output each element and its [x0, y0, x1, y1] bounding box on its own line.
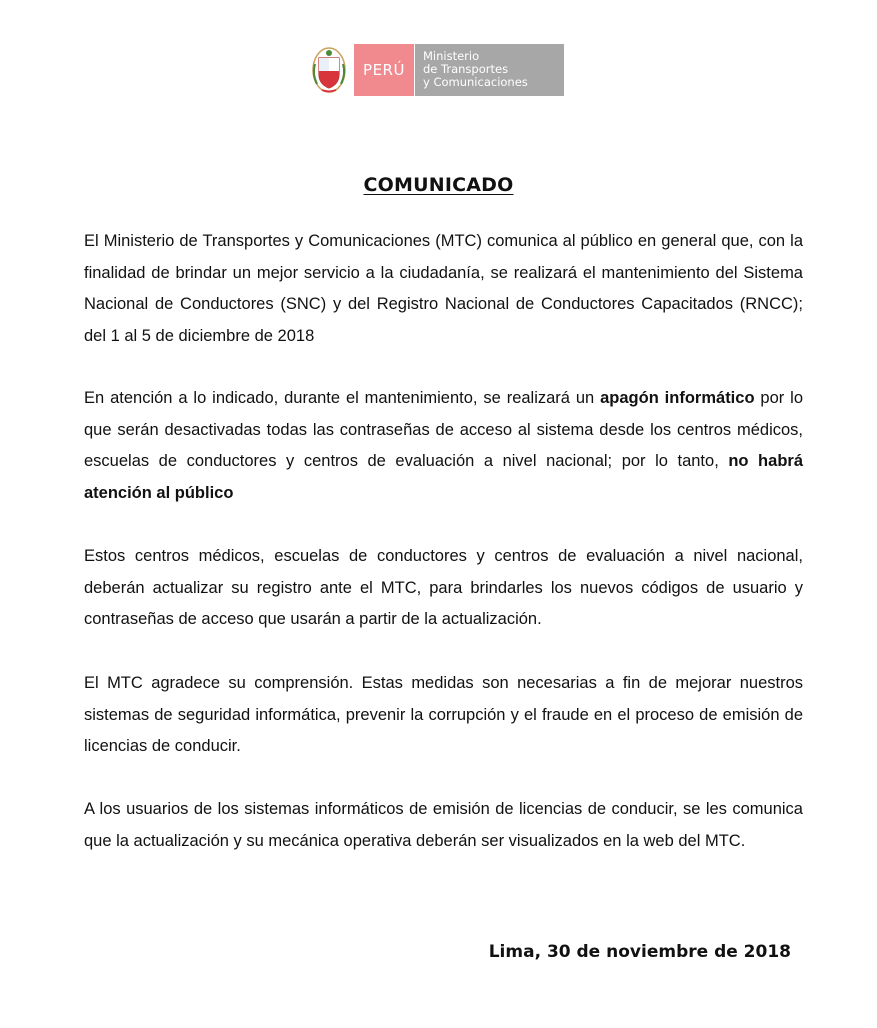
p2-bold-no-attention: no habrá atención al público [84, 452, 803, 502]
paragraph-thanks: El MTC agradece su comprensión. Estas medidas son necesarias a fin de mejorar nuestros sistemas de seguridad informática, prevenir la corrupción y el fraude en el proceso de emisión de licencias de conducir. [84, 674, 803, 755]
paragraph-blackout-notice [84, 383, 803, 509]
ministry-line-2: de Transportes [423, 62, 509, 76]
paragraph-registration-update: Estos centros médicos, escuelas de conductores y centros de evaluación a nivel nacional, deberán actualizar su registro ante el MTC, para brindarles los nuevos códigos de usuario y contraseñas de acceso que usarán a partir de la actualización. [84, 547, 803, 628]
paragraph-web-info: A los usuarios de los sistemas informáticos de emisión de licencias de conducir, se les comunica que la actualización y su mecánica operativa deberán ser visualizados en la web del MTC. [84, 800, 803, 850]
p2-text-a: En atención a lo indicado, durante el mantenimiento, se realizará un [84, 389, 601, 407]
ministry-line-3: y Comunicaciones [423, 75, 528, 89]
paragraph-maintenance-notice: El Ministerio de Transportes y Comunicaciones (MTC) comunica al público en general que, con la finalidad de brindar un mejor servicio a la ciudadanía, se realizará el mantenimiento del Sistema Nacional de Conductores (SNC) y del Registro Nacional de Conductores Capacitados (RNCC); del 1 al 5 de diciembre de 2018 [84, 232, 803, 345]
document-title [0, 174, 877, 196]
p2-bold-blackout: apagón informático [600, 389, 755, 407]
ministry-logo [310, 44, 564, 96]
ministry-name [414, 44, 564, 96]
ministry-line-1: Ministerio [423, 49, 480, 63]
place-date-signoff: Lima, 30 de noviembre de 2018 [488, 942, 791, 962]
coat-of-arms-icon [310, 44, 348, 96]
p2-text-b: por lo que serán desactivadas todas las contraseñas de acceso al sistema desde los centros médicos, escuelas de conductores y centros de evaluación a nivel nacional; por lo tanto, [84, 389, 804, 470]
document-title-text: COMUNICADO [363, 174, 514, 196]
peru-label: PERÚ [354, 44, 414, 96]
